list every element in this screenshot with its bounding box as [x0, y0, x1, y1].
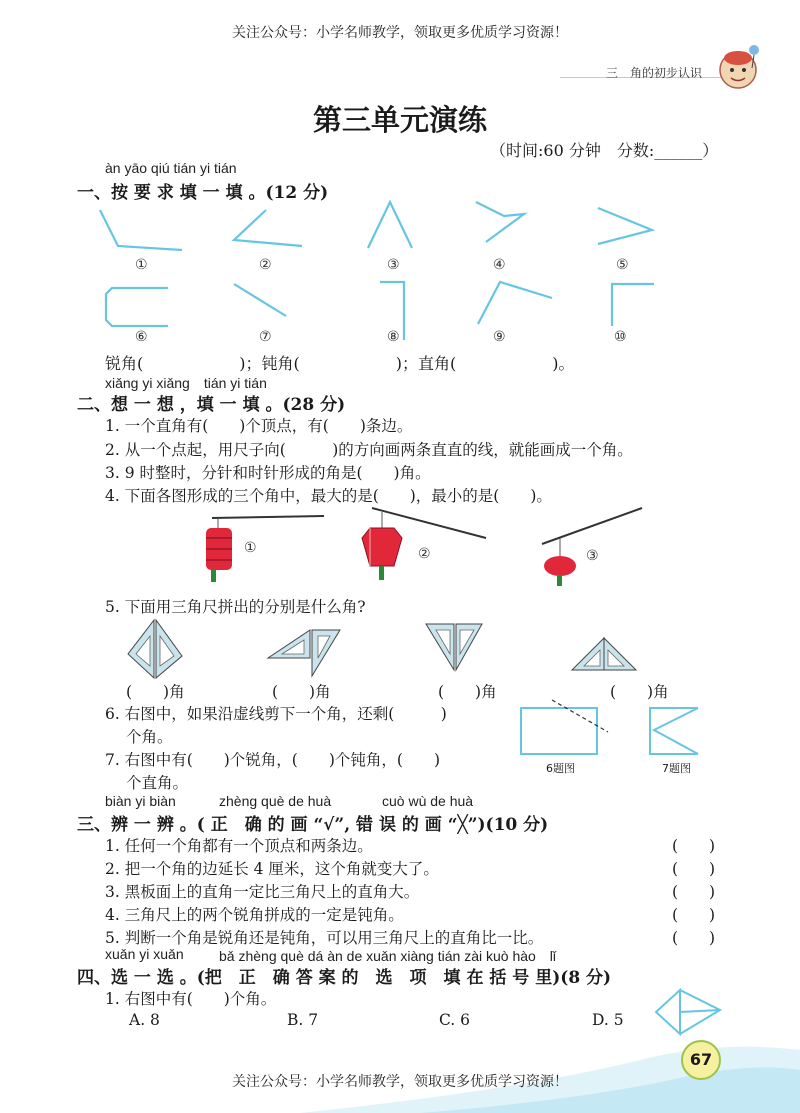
sec4-q1[interactable]: 1. 右图中有( )个角。	[105, 990, 277, 1008]
sec4-pinyin-1: xuǎn yi xuǎn	[105, 946, 184, 962]
fig6-rectangle	[521, 708, 597, 754]
sec3-item-3: 3. 黑板面上的直角一定比三角尺上的直角大。	[105, 883, 420, 901]
sec4-figure	[650, 986, 726, 1044]
sec2-q7-line2: 个直角。	[126, 774, 189, 792]
set-square-answer-3[interactable]: ( )角	[438, 683, 497, 701]
bottom-banner: 关注公众号：小学名师教学，领取更多优质学习资源！	[232, 1074, 568, 1090]
angle-6	[106, 288, 168, 326]
angle-num-4: ④	[493, 257, 506, 273]
angle-num-1: ①	[135, 257, 148, 273]
angle-num-9: ⑨	[493, 329, 506, 345]
angle-3	[368, 202, 412, 248]
angle-9	[478, 282, 552, 324]
angle-5	[598, 208, 652, 244]
sec3-answer-4[interactable]: ( )	[672, 906, 716, 924]
lantern-figure-1	[196, 506, 326, 586]
angle-num-5: ⑤	[616, 257, 629, 273]
lantern-label-1: ①	[244, 540, 257, 556]
sec2-q3[interactable]: 3. 9 时整时，分针和时针形成的角是( )角。	[105, 464, 431, 482]
page-number: 67	[681, 1040, 721, 1080]
fig6-caption: 6题图	[546, 762, 575, 775]
set-square-answer-2[interactable]: ( )角	[272, 683, 331, 701]
angle-10	[612, 284, 654, 326]
sec4-heading: 四、选 一 选 。(把 正 确 答 案 的 选 项 填 在 括 号 里)(8 分)	[77, 968, 612, 988]
angle-num-10: ⑩	[614, 329, 627, 345]
unit-label: 三 角的初步认识	[606, 66, 703, 80]
sec3-pinyin-2: zhèng què de huà	[219, 793, 332, 809]
angle-num-2: ②	[259, 257, 272, 273]
angle-2	[234, 210, 302, 246]
sec3-heading: 三、辨 一 辨 。( 正 确 的 画 “√”, 错 误 的 画 “╳”)(10 分)	[77, 815, 549, 835]
sec1-pinyin: àn yāo qiú tián yi tián	[105, 160, 237, 176]
sec2-q6-line1[interactable]: 6. 右图中，如果沿虚线剪下一个角，还剩( )	[105, 705, 447, 723]
set-square-figure-1	[126, 618, 186, 680]
angle-4	[476, 202, 524, 242]
sec4-option-a[interactable]: A. 8	[129, 1011, 160, 1029]
sec4-option-b[interactable]: B. 7	[287, 1011, 319, 1029]
angle-num-7: ⑦	[259, 329, 272, 345]
fig6-cut-line	[552, 700, 608, 732]
set-square-answer-4[interactable]: ( )角	[610, 683, 669, 701]
page-title: 第三单元演练	[312, 103, 487, 137]
angle-num-3: ③	[387, 257, 400, 273]
sec2-pinyin: xiǎng yi xiǎng tián yi tián	[105, 375, 267, 391]
sec4-option-d[interactable]: D. 5	[592, 1011, 624, 1029]
sec1-answer-line[interactable]: 锐角( )；钝角( )；直角( )。	[105, 354, 575, 373]
sec2-q1[interactable]: 1. 一个直角有( )个顶点，有( )条边。	[105, 417, 413, 435]
sec2-q5[interactable]: 5. 下面用三角尺拼出的分别是什么角?	[105, 598, 366, 616]
set-square-answer-1[interactable]: ( )角	[126, 683, 185, 701]
sec2-q2[interactable]: 2. 从一个点起，用尺子向( )的方向画两条直直的线，就能画成一个角。	[105, 441, 633, 459]
angle-num-8: ⑧	[387, 329, 400, 345]
angle-figures	[90, 198, 670, 348]
lantern-label-3: ③	[586, 548, 599, 564]
lantern-label-2: ②	[418, 546, 431, 562]
sec3-answer-3[interactable]: ( )	[672, 883, 716, 901]
sec1-heading: 一、按 要 求 填 一 填 。(12 分)	[77, 183, 329, 203]
top-banner: 关注公众号：小学名师教学，领取更多优质学习资源！	[232, 25, 568, 41]
sec2-q4[interactable]: 4. 下面各图形成的三个角中，最大的是( )，最小的是( )。	[105, 487, 552, 505]
angle-1	[100, 210, 182, 250]
mascot-icon	[712, 44, 762, 92]
time-score: （时间:60 分钟 分数:______）	[490, 141, 719, 160]
sec3-item-1: 1. 任何一个角都有一个顶点和两条边。	[105, 837, 373, 855]
fig7-caption: 7题图	[662, 762, 691, 775]
set-square-figure-2	[266, 626, 342, 678]
lantern-figure-2	[352, 504, 488, 586]
sec3-answer-5[interactable]: ( )	[672, 929, 716, 947]
sec4-option-c[interactable]: C. 6	[439, 1011, 471, 1029]
sec2-q6-line2: 个角。	[126, 728, 173, 746]
fig6-fig7	[516, 700, 716, 760]
angle-num-6: ⑥	[135, 329, 148, 345]
sec3-answer-2[interactable]: ( )	[672, 860, 716, 878]
sec3-answer-1[interactable]: ( )	[672, 837, 716, 855]
set-square-figure-3	[424, 620, 484, 672]
angle-7	[234, 284, 286, 316]
sec3-pinyin-3: cuò wù de huà	[382, 793, 474, 809]
sec3-item-2: 2. 把一个角的边延长 4 厘米，这个角就变大了。	[105, 860, 439, 878]
sec3-item-5: 5. 判断一个角是锐角还是钝角，可以用三角尺上的直角比一比。	[105, 929, 544, 947]
sec3-item-4: 4. 三角尺上的两个锐角拼成的一定是钝角。	[105, 906, 404, 924]
sec3-pinyin-1: biàn yi biàn	[105, 793, 176, 809]
lantern-figure-3	[530, 504, 646, 588]
sec2-heading: 二、想 一 想 ，填 一 填 。(28 分)	[77, 395, 346, 415]
sec2-q7-line1[interactable]: 7. 右图中有( )个锐角，( )个钝角，( )	[105, 751, 440, 769]
set-square-figure-4	[570, 636, 638, 674]
sec4-pinyin-2: bǎ zhèng què dá àn de xuǎn xiàng tián zài kuò hào lǐ	[219, 948, 557, 964]
